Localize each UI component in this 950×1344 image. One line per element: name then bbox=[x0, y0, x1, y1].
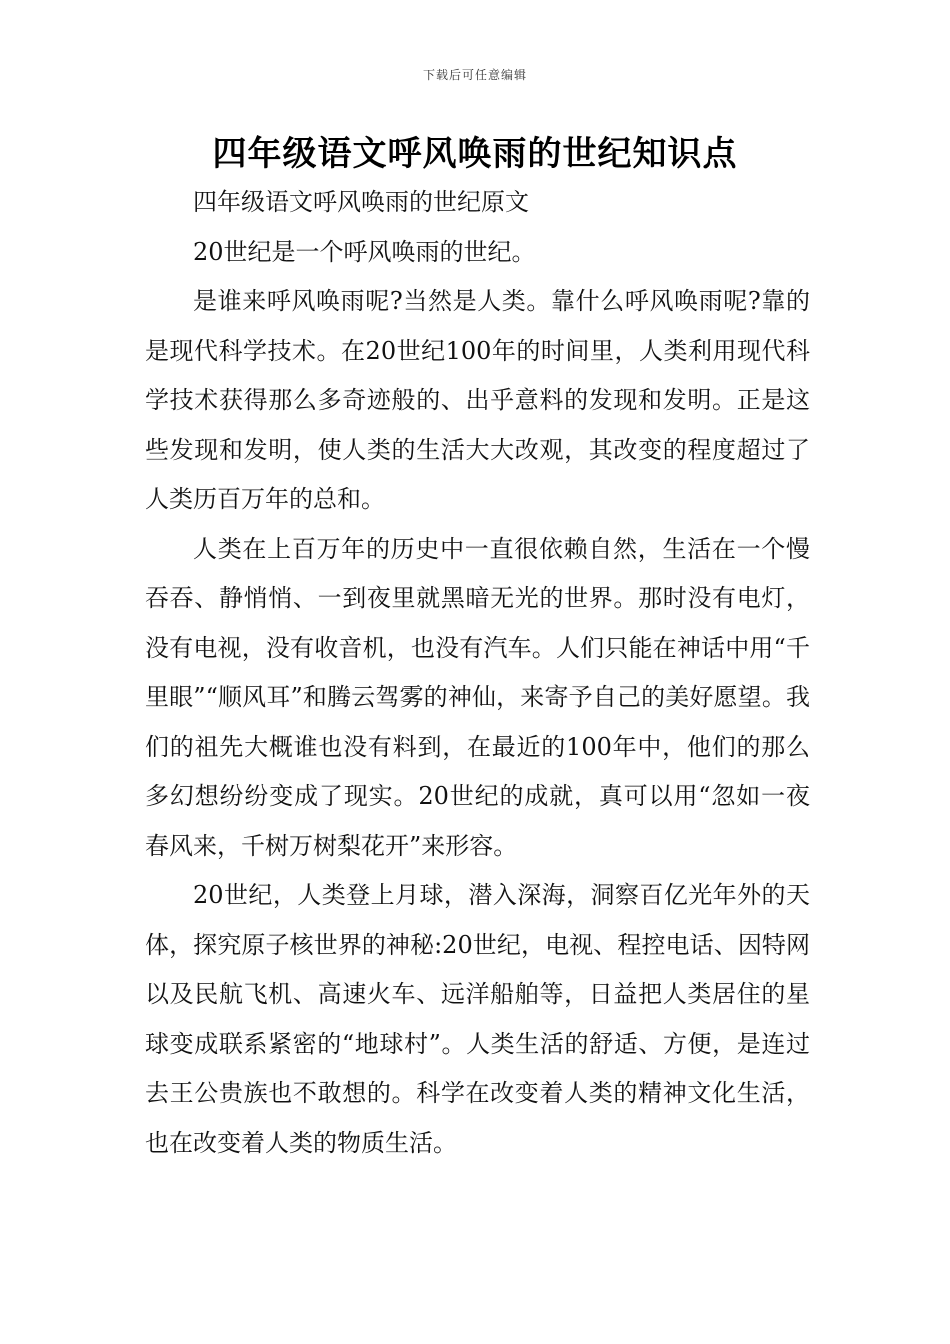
document-body bbox=[145, 178, 810, 1168]
document-title: 四年级语文呼风唤雨的世纪知识点 bbox=[212, 134, 738, 174]
page-header-note: 下载后可任意编辑 bbox=[422, 68, 527, 82]
paragraph-subtitle: 四年级语文呼风唤雨的世纪原文 bbox=[193, 188, 529, 216]
paragraph: 20世纪是一个呼风唤雨的世纪。 bbox=[193, 237, 536, 266]
paragraph: 20世纪，人类登上月球，潜入深海，洞察百亿光年外的天体，探究原子核世界的神秘:20世纪，电视、程控电话、因特网以及民航飞机、高速火车、远洋船舶等，日益把人类居住的星球变成联系紧密的“地球村”。人类生活的舒适、方便，是连过去王公贵族也不敢想的。科学在改变着人类的精神文化生活，也在改变着人类的物质生活。 bbox=[145, 881, 810, 1157]
paragraph: 人类在上百万年的历史中一直很依赖自然，生活在一个慢吞吞、静悄悄、一到夜里就黑暗无光的世界。那时没有电灯，没有电视，没有收音机，也没有汽车。人们只能在神话中用“千里眼”“顺风耳”和腾云驾雾的神仙，来寄予自己的美好愿望。我们的祖先大概谁也没有料到，在最近的100年中，他们的那么多幻想纷纷变成了现实。20世纪的成就，真可以用“忽如一夜春风来，千树万树梨花开”来形容。 bbox=[145, 534, 810, 860]
paragraph: 是谁来呼风唤雨呢?当然是人类。靠什么呼风唤雨呢?靠的是现代科学技术。在20世纪100年的时间里，人类利用现代科学技术获得那么多奇迹般的、出乎意料的发现和发明。正是这些发现和发明，使人类的生活大大改观，其改变的程度超过了人类历百万年的总和。 bbox=[145, 287, 810, 513]
